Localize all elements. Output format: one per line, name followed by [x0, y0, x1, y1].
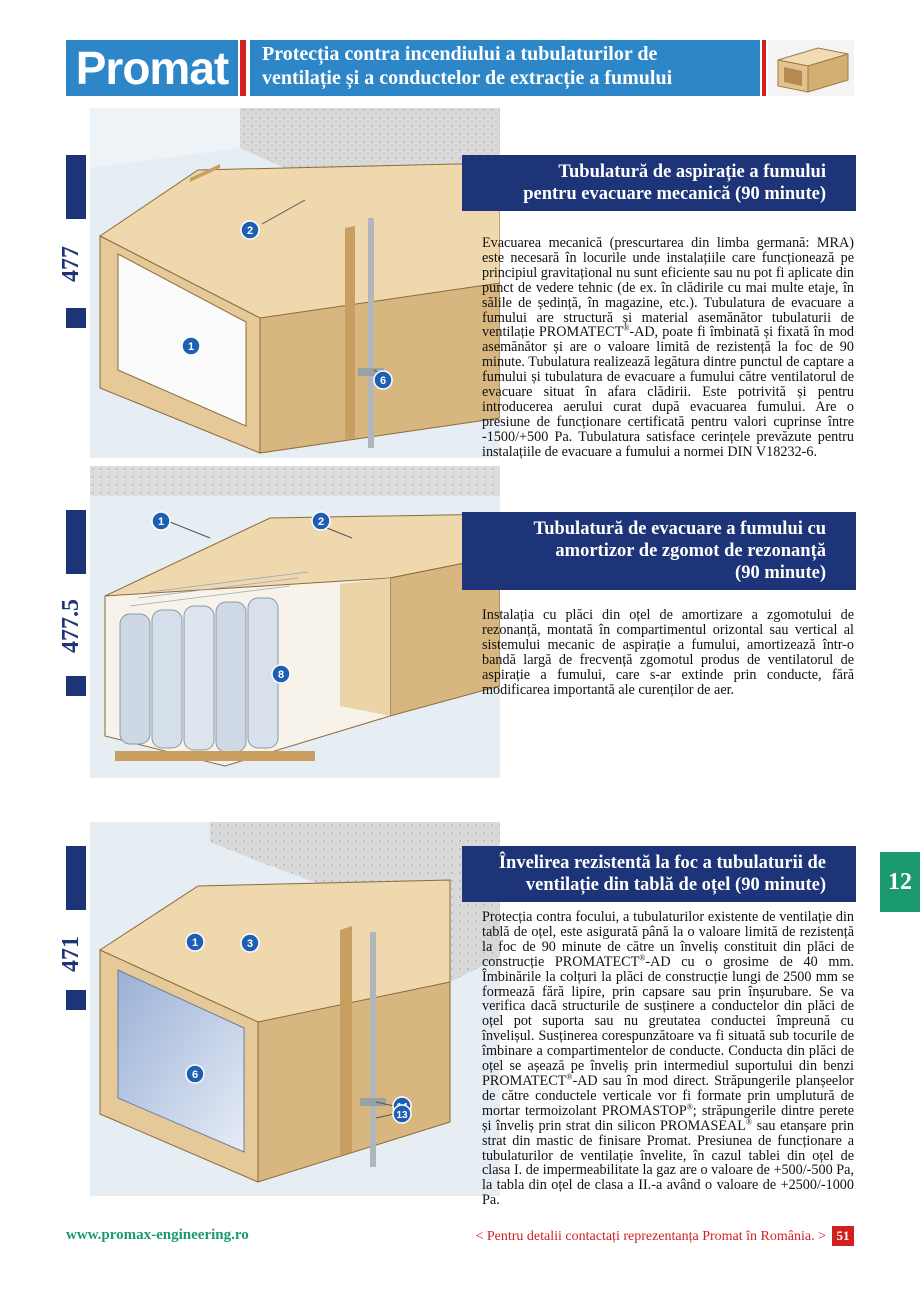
section-477-text-a: Evacuarea mecanică (prescurtarea din limba germană: MRA) este necesară în locurile unde instalațiile care funcționează pe principiul gravitațional nu sunt eficiente sau nu pot fi aplicate din punct de vedere tehnic (de ex. în clădirile cu mai multe etaje, în sălile de ședință, în magazine, etc.). Tubulatura de evacuare a fumului are structură și material asemănător tubulaturii de ventilație PROMATECT — [482, 235, 854, 341]
section-471-text-d: ; străpungerile dintre perete și înveliș prin strat din silicon PROMASEAL — [482, 1102, 854, 1134]
section-477-title — [462, 155, 856, 211]
registered-mark: ® — [686, 1102, 693, 1112]
duct-thumbnail-icon — [768, 40, 854, 96]
logo-divider — [240, 40, 246, 96]
page-title — [262, 42, 758, 90]
callout-6: 6 — [191, 1069, 199, 1081]
registered-mark: ® — [639, 952, 646, 962]
section-477-marker — [66, 308, 86, 328]
section-4775-code: 477.5 — [58, 599, 84, 653]
section-471-text-e: sau etanșare prin strat din mastic de finisare Promat. Presiunea de funcționare a tubulaturilor de ventilație învelite, în cazul tablei din oțel de clasa I. de impermeabilitate la gaz are o valoare de +500/-500 Pa, la tabla din oțel de clasa a II.-a având o valoare de +2500/-1000 Pa. — [482, 1117, 854, 1209]
section-477-text-b: -AD, poate fi îmbinată și fixată în mod asemănător și are o valoare limită de rezistență la foc de 90 minute. Tubulatura realizează legătura dintre punctul de captare a fumului și tubulatura de evacuare a fumului către ventilatorul de evacuare situat în afara clădirii. Este potrivită și pentru introducerea aerului curat după evacuarea fumului. Are o presiune de funcționare certificată pentru valori cuprinse între -1500/+500 Pa. Tubulatura satisface cerințele prevăzute pentru instalațiile de evacuare a fumului a normei DIN V18232-6. — [482, 324, 855, 460]
section-4775-description: Instalația cu plăci din oțel de amortizare a zgomotului de rezonanță, montată în compartimentul orizontal sau vertical al sistemului mecanic de aspirație a fumului, amortizează într-o bandă largă de frecvență zgomotul produs de ventilatorul de aspirație a fumului, care s-ar extinde prin conducte, fără modificarea importantă ale curenților de aer. — [482, 607, 854, 698]
section-477-description — [482, 236, 854, 460]
section-4775-title-line-3: (90 minute) — [735, 563, 826, 583]
chapter-tab: 12 — [880, 852, 920, 912]
footer-website-link[interactable]: www.promax-engineering.ro — [66, 1227, 249, 1243]
callout-2: 2 — [317, 516, 325, 528]
callout-3: 3 — [246, 938, 254, 950]
section-471-tab — [66, 846, 86, 910]
section-471-title-line-2: ventilație din tablă de oțel (90 minute) — [525, 875, 826, 895]
page-title-line-1: Protecția contra incendiului a tubulaturilor de — [262, 43, 658, 65]
section-471-text-a: Protecția contra focului, a tubulaturilor existente de ventilație din tablă de oțel, este asigurată până la o valoare limită de rezistență la foc de 90 minute de către un înveliș constituit din plăci de construcție PROMATECT — [482, 909, 854, 970]
section-471-text-b: -AD cu o grosime de 40 mm. Îmbinările la colțuri la plăci de construcție lungi de 2500 mm se formează fără lipire, prin capsare sau prin înșurubare. Se va verifica dacă structurile de susținere a conductelor din plăci de oțel pot suporta sau nu greutatea conductei împreună cu învelișul. Susținerea corespunzătoare va fi situată sub tocurile de îmbinare a compartimentelor de conducte. Conducta din plăci de oțel se așează pe înveliș prin intermediul suportului din benzi PROMATECT — [482, 953, 854, 1089]
promat-logo: Promat — [75, 42, 229, 94]
section-4775-title-line-1: Tubulatură de evacuare a fumului cu — [533, 519, 826, 539]
header-divider — [762, 40, 766, 96]
section-471-description — [482, 910, 854, 1208]
page-title-line-2: ventilație și a conductelor de extracție a fumului — [262, 67, 673, 89]
section-477-code: 477 — [58, 246, 84, 282]
callout-6: 6 — [379, 375, 387, 387]
section-471-text-c: -AD sau în mod direct. Străpungerile planșeelor de către conductele verticale vor fi formate prin umplutură de mortar termoizolant PROMASTOP — [482, 1072, 854, 1119]
section-471-title — [462, 846, 856, 902]
section-477-tab — [66, 155, 86, 219]
section-471-code: 471 — [58, 936, 84, 972]
callout-13: 13 — [396, 1110, 408, 1121]
registered-mark: ® — [566, 1072, 573, 1082]
page-number: 51 — [832, 1226, 854, 1246]
section-477-title-line-1: Tubulatură de aspirație a fumului — [558, 162, 826, 182]
callout-1: 1 — [187, 341, 195, 353]
duct-477-illustration — [90, 108, 500, 458]
section-4775-title — [462, 512, 856, 590]
section-477-title-line-2: pentru evacuare mecanică (90 minute) — [523, 184, 826, 204]
callout-1: 1 — [191, 937, 199, 949]
callout-8: 8 — [277, 669, 285, 681]
footer-contact-note: < Pentru detalii contactați reprezentanța Promat în România. > — [475, 1229, 826, 1244]
duct-471-illustration — [90, 822, 500, 1196]
callout-1: 1 — [157, 516, 165, 528]
section-4775-title-line-2: amortizor de zgomot de rezonanță — [555, 541, 826, 561]
registered-mark: ® — [745, 1116, 753, 1126]
section-471-marker — [66, 990, 86, 1010]
registered-mark: ® — [623, 323, 630, 333]
section-4775-marker — [66, 676, 86, 696]
section-471-title-line-1: Învelirea rezistentă la foc a tubulaturii de — [498, 853, 826, 873]
section-4775-tab — [66, 510, 86, 574]
duct-4775-illustration — [90, 466, 500, 778]
callout-2: 2 — [246, 225, 254, 237]
